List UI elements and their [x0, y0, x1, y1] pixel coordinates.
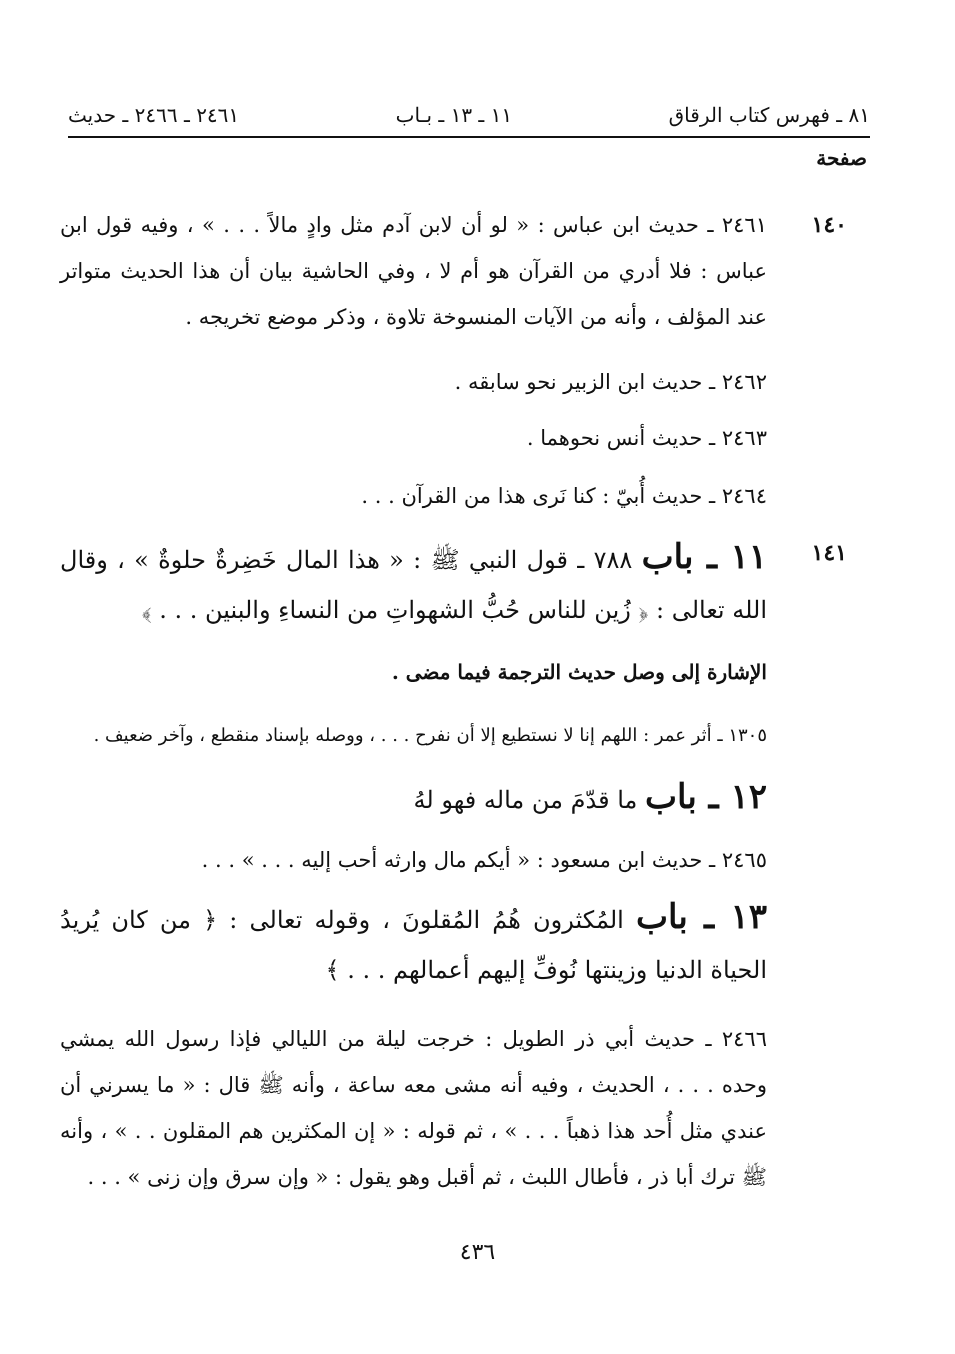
- running-header: [68, 96, 870, 134]
- chapter-note: الإشارة إلى وصل حديث الترجمة فيما مضى .: [391, 660, 767, 684]
- page-ref: ١٤٠: [811, 212, 847, 238]
- chapter-number: ١٢ ـ باب: [645, 777, 767, 817]
- chapter-title: المُكثرون هُمُ المُقلونَ ، وقوله تعالى : ﴿ من كان يُريدُ الحياة الدنيا وزينتها نُوفِّ إليهم أعمالهم . . . ﴾: [60, 906, 767, 984]
- header-chapter-range: ١١ ـ ١٣ ـ بـاب: [395, 103, 513, 127]
- chapter-12: [60, 772, 767, 825]
- header-book-title: ٨١ ـ فهرس كتاب الرقاق: [668, 103, 870, 127]
- hadith-entry: ٢٤٦٥ ـ حديث ابن مسعود : « أيكم مال وارثه أحب إليه . . . » . . .: [201, 848, 767, 872]
- chapter-title: ما قدّمَ من ماله فهو لهُ: [413, 786, 638, 814]
- chapter-number: ١٣ ـ باب: [635, 897, 767, 937]
- header-rule: [68, 136, 870, 138]
- chapter-11: [60, 532, 767, 635]
- hadith-entry: ٢٤٦٦ ـ حديث أبي ذر الطويل : خرجت ليلة من الليالي فإذا رسول الله يمشي وحده . . . ، الحديث ، وفيه أنه مشى معه ساعة ، وأنه ﷺ قال : « ما يسرني أن عندي مثل أُحد هذا ذهباً . . . » ، ثم قوله : « إن المكثرين هم المقلون . . » ، وأنه ﷺ ترك أبا ذر ، فأطال اللبث ، ثم أقبل وهو يقول : « وإن سرق وإن زنى » . . .: [60, 1027, 767, 1189]
- hadith-entry: ٢٤٦٣ ـ حديث أنس نحوهما .: [526, 426, 767, 450]
- page-ref: ١٤١: [811, 540, 847, 566]
- page-number: ٤٣٦: [459, 1240, 496, 1265]
- chapter-number: ١١ ـ باب: [641, 537, 768, 577]
- athar-entry: ١٣٠٥ ـ أثر عمر : اللهم إنا لا نستطيع إلا أن نفرح . . . ، ووصله بإسناد منقطع ، وآخر ضعيف .: [93, 725, 767, 746]
- header-hadith-range: ٢٤٦١ ـ ٢٤٦٦ ـ حديث: [68, 103, 240, 127]
- chapter-title: ٧٨٨ ـ قول النبي ﷺ : « هذا المال خَضِرةٌ حلوةٌ » ، وقال الله تعالى : ﴿ زُين للناس حُبُّ الشهواتِ من النساءِ والبنين . . . ﴾: [60, 546, 767, 624]
- hadith-entry: ٢٤٦٤ ـ حديث أُبيّ : كنا نَرى هذا من القرآن . . .: [361, 484, 767, 508]
- page-column-label: صفحة: [816, 146, 867, 170]
- chapter-13: [60, 892, 767, 995]
- hadith-entry: ٢٤٦١ ـ حديث ابن عباس : « لو أن لابن آدم مثل وادٍ مالاً . . . » ، وفيه قول ابن عباس : فلا أدري من القرآن هو أم لا ، وفي الحاشية بيان أن هذا الحديث متواتر عند المؤلف ، وأنه من الآيات المنسوخة تلاوة ، وذكر موضع تخريجه .: [60, 213, 767, 329]
- hadith-entry: ٢٤٦٢ ـ حديث ابن الزبير نحو سابقه .: [454, 370, 767, 394]
